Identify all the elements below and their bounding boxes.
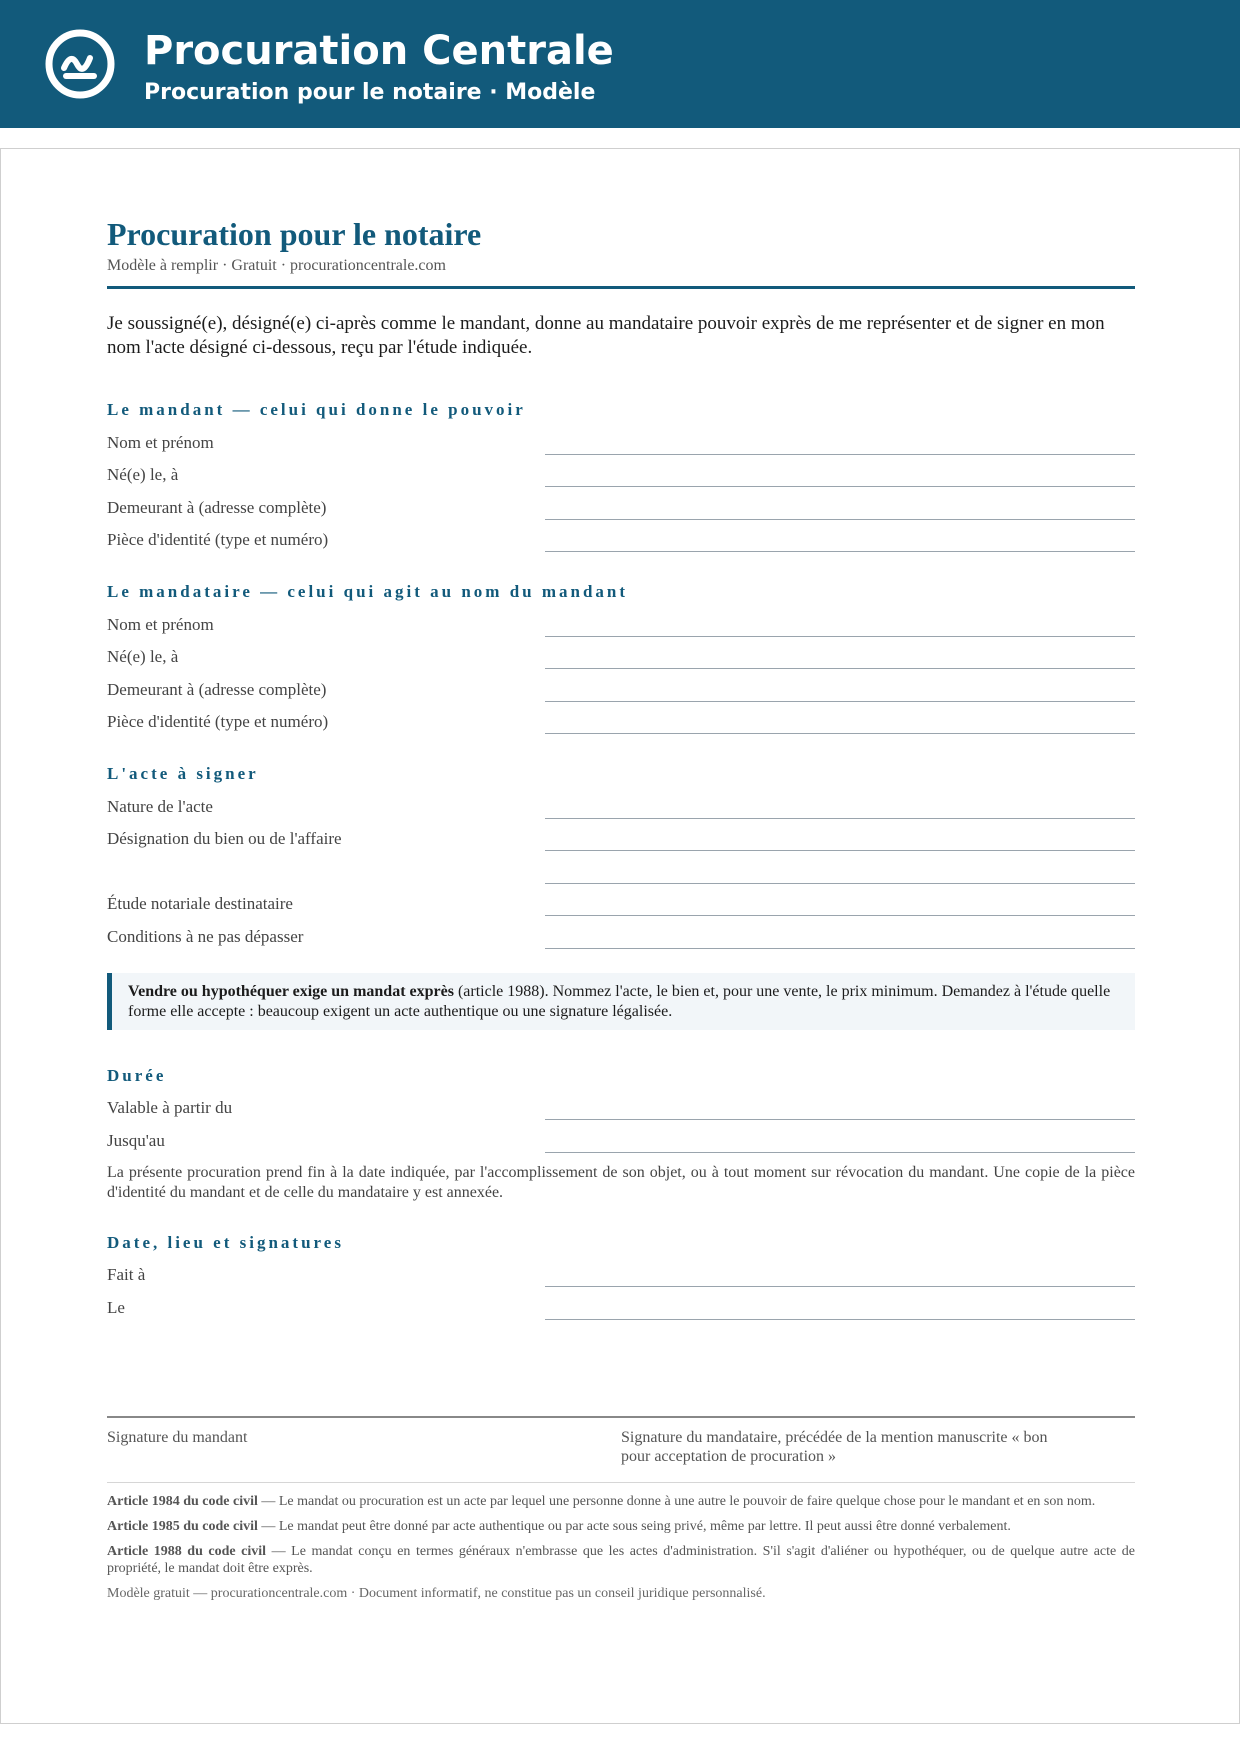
document-page bbox=[0, 148, 1240, 1724]
duree-paragraph: La présente procuration prend fin à la date indiquée, par l'accomplissement de son objet, ou à tout moment sur révocation du mandant. Une copie de la pièce d'identité du mandant et de celle du mandataire y est annexée. bbox=[107, 1163, 1135, 1201]
article-ref: Article 1988 du code civil bbox=[107, 1543, 267, 1559]
field-label: Nature de l'acte bbox=[107, 796, 213, 816]
signature-logo-icon bbox=[44, 28, 116, 100]
duree-fields bbox=[107, 1090, 1135, 1155]
field-label: Pièce d'identité (type et numéro) bbox=[107, 712, 329, 731]
field-label: Né(e) le, à bbox=[107, 465, 179, 484]
form-field[interactable] bbox=[107, 1122, 1135, 1155]
field-label: Fait à bbox=[107, 1265, 146, 1284]
field-label bbox=[107, 883, 545, 886]
mandataire-fields bbox=[107, 606, 1135, 736]
form-field[interactable] bbox=[107, 639, 1135, 672]
form-field-continuation[interactable] bbox=[107, 853, 1135, 886]
field-label: Conditions à ne pas dépasser bbox=[107, 926, 304, 946]
document-content bbox=[107, 214, 1135, 1602]
section-title-duree: Durée bbox=[107, 1065, 167, 1085]
signature-row bbox=[107, 1416, 1135, 1466]
field-label: Demeurant à (adresse complète) bbox=[107, 497, 327, 517]
article-text: — Le mandat peut être donné par acte authentique ou par acte sous seing privé, même par lettre. Il peut aussi être donné verbalement. bbox=[257, 1518, 1011, 1534]
signature-mandataire-label: Signature du mandataire, précédée de la mention manuscrite « bon pour acceptation de procuration » bbox=[621, 1428, 1048, 1465]
form-field[interactable] bbox=[107, 671, 1135, 704]
form-field[interactable] bbox=[107, 1257, 1135, 1290]
acte-fields bbox=[107, 788, 1135, 951]
mandant-fields bbox=[107, 424, 1135, 554]
fill-line[interactable] bbox=[545, 701, 1135, 702]
form-field[interactable] bbox=[107, 918, 1135, 951]
section-title-signatures: Date, lieu et signatures bbox=[107, 1232, 344, 1252]
field-label: Nom et prénom bbox=[107, 432, 214, 452]
field-label: Nom et prénom bbox=[107, 614, 214, 634]
fill-line[interactable] bbox=[545, 948, 1135, 949]
form-field[interactable] bbox=[107, 1289, 1135, 1322]
notice-text: (article 1988). Nommez l'acte, le bien et, pour une vente, le prix minimum. Demandez à l'étude quelle forme elle accepte : beaucoup exigent un acte authentique ou une signature légalisée. bbox=[128, 982, 1111, 1020]
fill-line[interactable] bbox=[545, 486, 1135, 487]
field-label: Valable à partir du bbox=[107, 1098, 233, 1117]
fill-line[interactable] bbox=[545, 551, 1135, 552]
field-label: Né(e) le, à bbox=[107, 647, 179, 666]
legal-notice-box bbox=[107, 973, 1135, 1030]
field-label: Le bbox=[107, 1297, 125, 1317]
article-ref: Article 1984 du code civil bbox=[107, 1493, 258, 1509]
footer-disclaimer: Modèle gratuit — procurationcentrale.com · Document informatif, ne constitue pas un conseil juridique personnalisé. bbox=[107, 1585, 766, 1601]
form-field[interactable] bbox=[107, 489, 1135, 522]
form-field[interactable] bbox=[107, 788, 1135, 821]
fill-line[interactable] bbox=[545, 1119, 1135, 1120]
fill-line[interactable] bbox=[545, 454, 1135, 455]
header-band bbox=[0, 0, 1240, 128]
signature-mandant-label: Signature du mandant bbox=[107, 1428, 248, 1446]
fill-line[interactable] bbox=[545, 818, 1135, 819]
fill-line[interactable] bbox=[545, 1152, 1135, 1153]
section-title-acte: L'acte à signer bbox=[107, 764, 259, 783]
form-field[interactable] bbox=[107, 1090, 1135, 1123]
article-text: — Le mandat ou procuration est un acte par lequel une personne donne à une autre le pouvoir de faire quelque chose pour le mandant et en son nom. bbox=[257, 1493, 1096, 1509]
page-title: Procuration pour le notaire bbox=[107, 216, 482, 252]
field-label: Jusqu'au bbox=[107, 1130, 165, 1150]
form-field[interactable] bbox=[107, 522, 1135, 555]
title-divider bbox=[107, 286, 1135, 289]
fill-line[interactable] bbox=[545, 519, 1135, 520]
fill-line[interactable] bbox=[545, 733, 1135, 734]
form-field[interactable] bbox=[107, 424, 1135, 457]
field-label: Demeurant à (adresse complète) bbox=[107, 679, 327, 699]
article-note bbox=[107, 1518, 1135, 1535]
fill-line[interactable] bbox=[545, 850, 1135, 851]
form-field[interactable] bbox=[107, 457, 1135, 490]
fill-line[interactable] bbox=[545, 1286, 1135, 1287]
fill-line[interactable] bbox=[545, 1319, 1135, 1320]
article-note bbox=[107, 1493, 1135, 1510]
form-field[interactable] bbox=[107, 821, 1135, 854]
signature-mandant[interactable] bbox=[107, 1428, 621, 1466]
signature-mandataire[interactable] bbox=[621, 1428, 1135, 1466]
fill-line[interactable] bbox=[545, 668, 1135, 669]
article-note bbox=[107, 1543, 1135, 1577]
fill-line[interactable] bbox=[545, 883, 1135, 884]
signature-fields bbox=[107, 1257, 1135, 1322]
section-title-mandataire: Le mandataire — celui qui agit au nom du mandant bbox=[107, 582, 629, 601]
notice-bold: Vendre ou hypothéquer exige un mandat exprès bbox=[128, 982, 454, 1000]
form-field[interactable] bbox=[107, 886, 1135, 919]
intro-paragraph: Je soussigné(e), désigné(e) ci-après comme le mandant, donne au mandataire pouvoir exprès de me représenter et de signer en mon nom l'acte désigné ci-dessous, reçu par l'étude indiquée. bbox=[107, 313, 1105, 358]
article-text: — Le mandat conçu en termes généraux n'embrasse que les actes d'administration. S'il s'agit d'aliéner ou hypothéquer, ou de quelque autre acte de propriété, le mandat doit être exprès. bbox=[107, 1543, 1135, 1576]
field-label: Pièce d'identité (type et numéro) bbox=[107, 530, 329, 549]
fill-line[interactable] bbox=[545, 915, 1135, 916]
document-meta: Modèle à remplir · Gratuit · procurationcentrale.com bbox=[107, 257, 446, 274]
form-field[interactable] bbox=[107, 704, 1135, 737]
fill-line[interactable] bbox=[545, 636, 1135, 637]
form-field[interactable] bbox=[107, 606, 1135, 639]
field-label: Étude notariale destinataire bbox=[107, 894, 293, 913]
article-ref: Article 1985 du code civil bbox=[107, 1518, 258, 1534]
field-label: Désignation du bien ou de l'affaire bbox=[107, 829, 342, 848]
brand-title: Procuration Centrale bbox=[144, 28, 614, 74]
section-title-mandant: Le mandant — celui qui donne le pouvoir bbox=[107, 400, 526, 419]
brand-subtitle: Procuration pour le notaire · Modèle bbox=[144, 80, 596, 105]
